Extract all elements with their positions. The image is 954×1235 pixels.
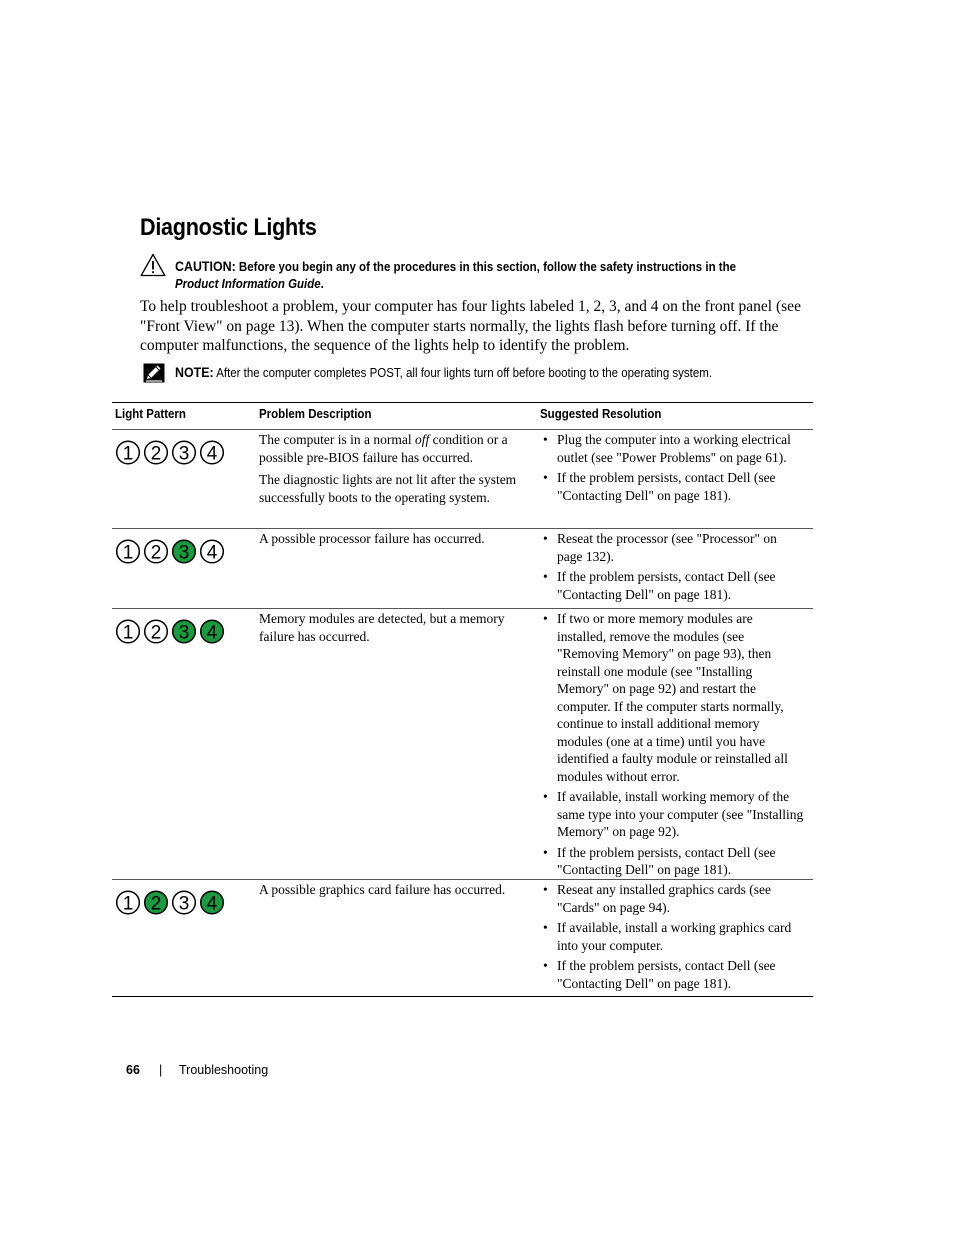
description-paragraph: The diagnostic lights are not lit after the system successfully boots to the operating system. — [259, 472, 517, 505]
suggested-resolution-list — [543, 881, 805, 995]
header-light-pattern: Light Pattern — [115, 407, 186, 421]
problem-description — [259, 431, 534, 511]
caution-icon — [140, 253, 166, 277]
header-suggested-resolution: Suggested Resolution — [540, 407, 662, 421]
header-problem-description: Problem Description — [259, 407, 372, 421]
light-number: 3 — [178, 542, 190, 564]
problem-description — [259, 881, 534, 904]
resolution-item: • Plug the computer into a working electrical outlet (see "Power Problems" on page 61). — [543, 431, 805, 466]
description-paragraph: A possible processor failure has occurred. — [259, 531, 485, 546]
diagnostic-light-4-on — [201, 620, 224, 643]
resolution-item: • If available, install working memory of the same type into your computer (see "Installing Memory" on page 92). — [543, 788, 805, 841]
diagnostic-light-4-off — [201, 441, 224, 464]
description-text: The computer is in a normal — [259, 432, 415, 447]
light-number: 1 — [122, 542, 134, 564]
light-number: 4 — [206, 542, 218, 564]
light-number: 3 — [178, 622, 190, 644]
diagnostic-light-3-on — [173, 540, 196, 563]
suggested-resolution-list — [543, 431, 805, 507]
row-rule — [112, 528, 813, 529]
diagnostic-light-4-on — [201, 891, 224, 914]
diagnostic-light-1-off — [117, 891, 140, 914]
note-body: After the computer completes POST, all four lights turn off before booting to the operating system. — [213, 366, 713, 380]
resolution-item: • If the problem persists, contact Dell (see "Contacting Dell" on page 181). — [543, 957, 805, 992]
footer-section-name: Troubleshooting — [179, 1063, 269, 1077]
caution-period: . — [320, 277, 324, 291]
light-pattern-all-off — [115, 440, 227, 465]
diagnostic-light-2-on — [145, 891, 168, 914]
light-number: 2 — [150, 542, 162, 564]
suggested-resolution-list — [543, 610, 805, 882]
header-rule — [112, 429, 813, 430]
footer-separator: | — [159, 1063, 163, 1077]
caution-body: Before you begin any of the procedures in this section, follow the safety instructions in the — [235, 260, 737, 274]
light-number: 3 — [178, 893, 190, 915]
diagnostic-light-1-off — [117, 441, 140, 464]
resolution-item: • Reseat any installed graphics cards (see "Cards" on page 94). — [543, 881, 805, 916]
description-paragraph: Memory modules are detected, but a memory failure has occurred. — [259, 611, 505, 644]
diagnostic-light-1-off — [117, 540, 140, 563]
resolution-item: • If available, install a working graphics card into your computer. — [543, 919, 805, 954]
description-paragraph: A possible graphics card failure has occurred. — [259, 882, 506, 897]
diagnostic-light-2-off — [145, 620, 168, 643]
pencil-note-icon — [143, 363, 165, 383]
diagnostic-light-2-off — [145, 540, 168, 563]
suggested-resolution-list — [543, 530, 805, 606]
diagnostic-light-2-off — [145, 441, 168, 464]
light-number: 1 — [122, 443, 134, 465]
row-rule — [112, 879, 813, 880]
light-number: 2 — [150, 443, 162, 465]
row-rule — [112, 608, 813, 609]
diagnostic-light-4-off — [201, 540, 224, 563]
light-number: 4 — [206, 893, 218, 915]
diagnostic-light-3-off — [173, 891, 196, 914]
description-paragraph — [259, 431, 534, 466]
note-label: NOTE: — [175, 365, 214, 380]
light-number: 1 — [122, 893, 134, 915]
problem-description — [259, 530, 534, 553]
caution-document-name: Product Information Guide — [175, 277, 321, 291]
resolution-item: • If the problem persists, contact Dell (see "Contacting Dell" on page 181). — [543, 568, 805, 603]
description-emphasis: off — [414, 432, 430, 447]
light-pattern-3-on — [115, 539, 227, 564]
caution-text — [175, 258, 764, 293]
light-number: 4 — [206, 622, 218, 644]
resolution-item: • If the problem persists, contact Dell (see "Contacting Dell" on page 181). — [543, 469, 805, 504]
diagnostic-light-3-off — [173, 441, 196, 464]
page-number: 66 — [126, 1063, 140, 1077]
intro-paragraph: To help troubleshoot a problem, your computer has four lights labeled 1, 2, 3, and 4 on the front panel (see "Front View" on page 13). When the computer starts normally, the lights flash before turning off. If the computer malfunctions, the sequence of the lights help to identify the problem. — [140, 298, 801, 354]
light-number: 2 — [150, 893, 162, 915]
note-text — [175, 364, 819, 382]
page-title: Diagnostic Lights — [140, 214, 317, 241]
resolution-item: • Reseat the processor (see "Processor" on page 132). — [543, 530, 805, 565]
resolution-item: • If two or more memory modules are installed, remove the modules (see "Removing Memory" on page 93), then reinstall one module (see "Installing Memory" on page 92) and restart the computer. If the computer starts normally, continue to install additional memory modules (one at a time) until you have identified a faulty module or reinstalled all modules without error. — [543, 610, 805, 785]
problem-description — [259, 610, 534, 650]
diagnostic-light-1-off — [117, 620, 140, 643]
caution-label: CAUTION: — [175, 259, 236, 274]
description-text: condition or a possible pre-BIOS failure has occurred. — [259, 432, 508, 465]
light-number: 3 — [178, 443, 190, 465]
light-number: 1 — [122, 622, 134, 644]
light-number: 2 — [150, 622, 162, 644]
light-pattern-3-4-on — [115, 619, 227, 644]
diagnostic-light-3-on — [173, 620, 196, 643]
resolution-item: • If the problem persists, contact Dell (see "Contacting Dell" on page 181). — [543, 844, 805, 879]
table-top-rule — [112, 402, 813, 403]
light-number: 4 — [206, 443, 218, 465]
light-pattern-2-4-on — [115, 890, 227, 915]
table-bottom-rule — [112, 996, 813, 997]
